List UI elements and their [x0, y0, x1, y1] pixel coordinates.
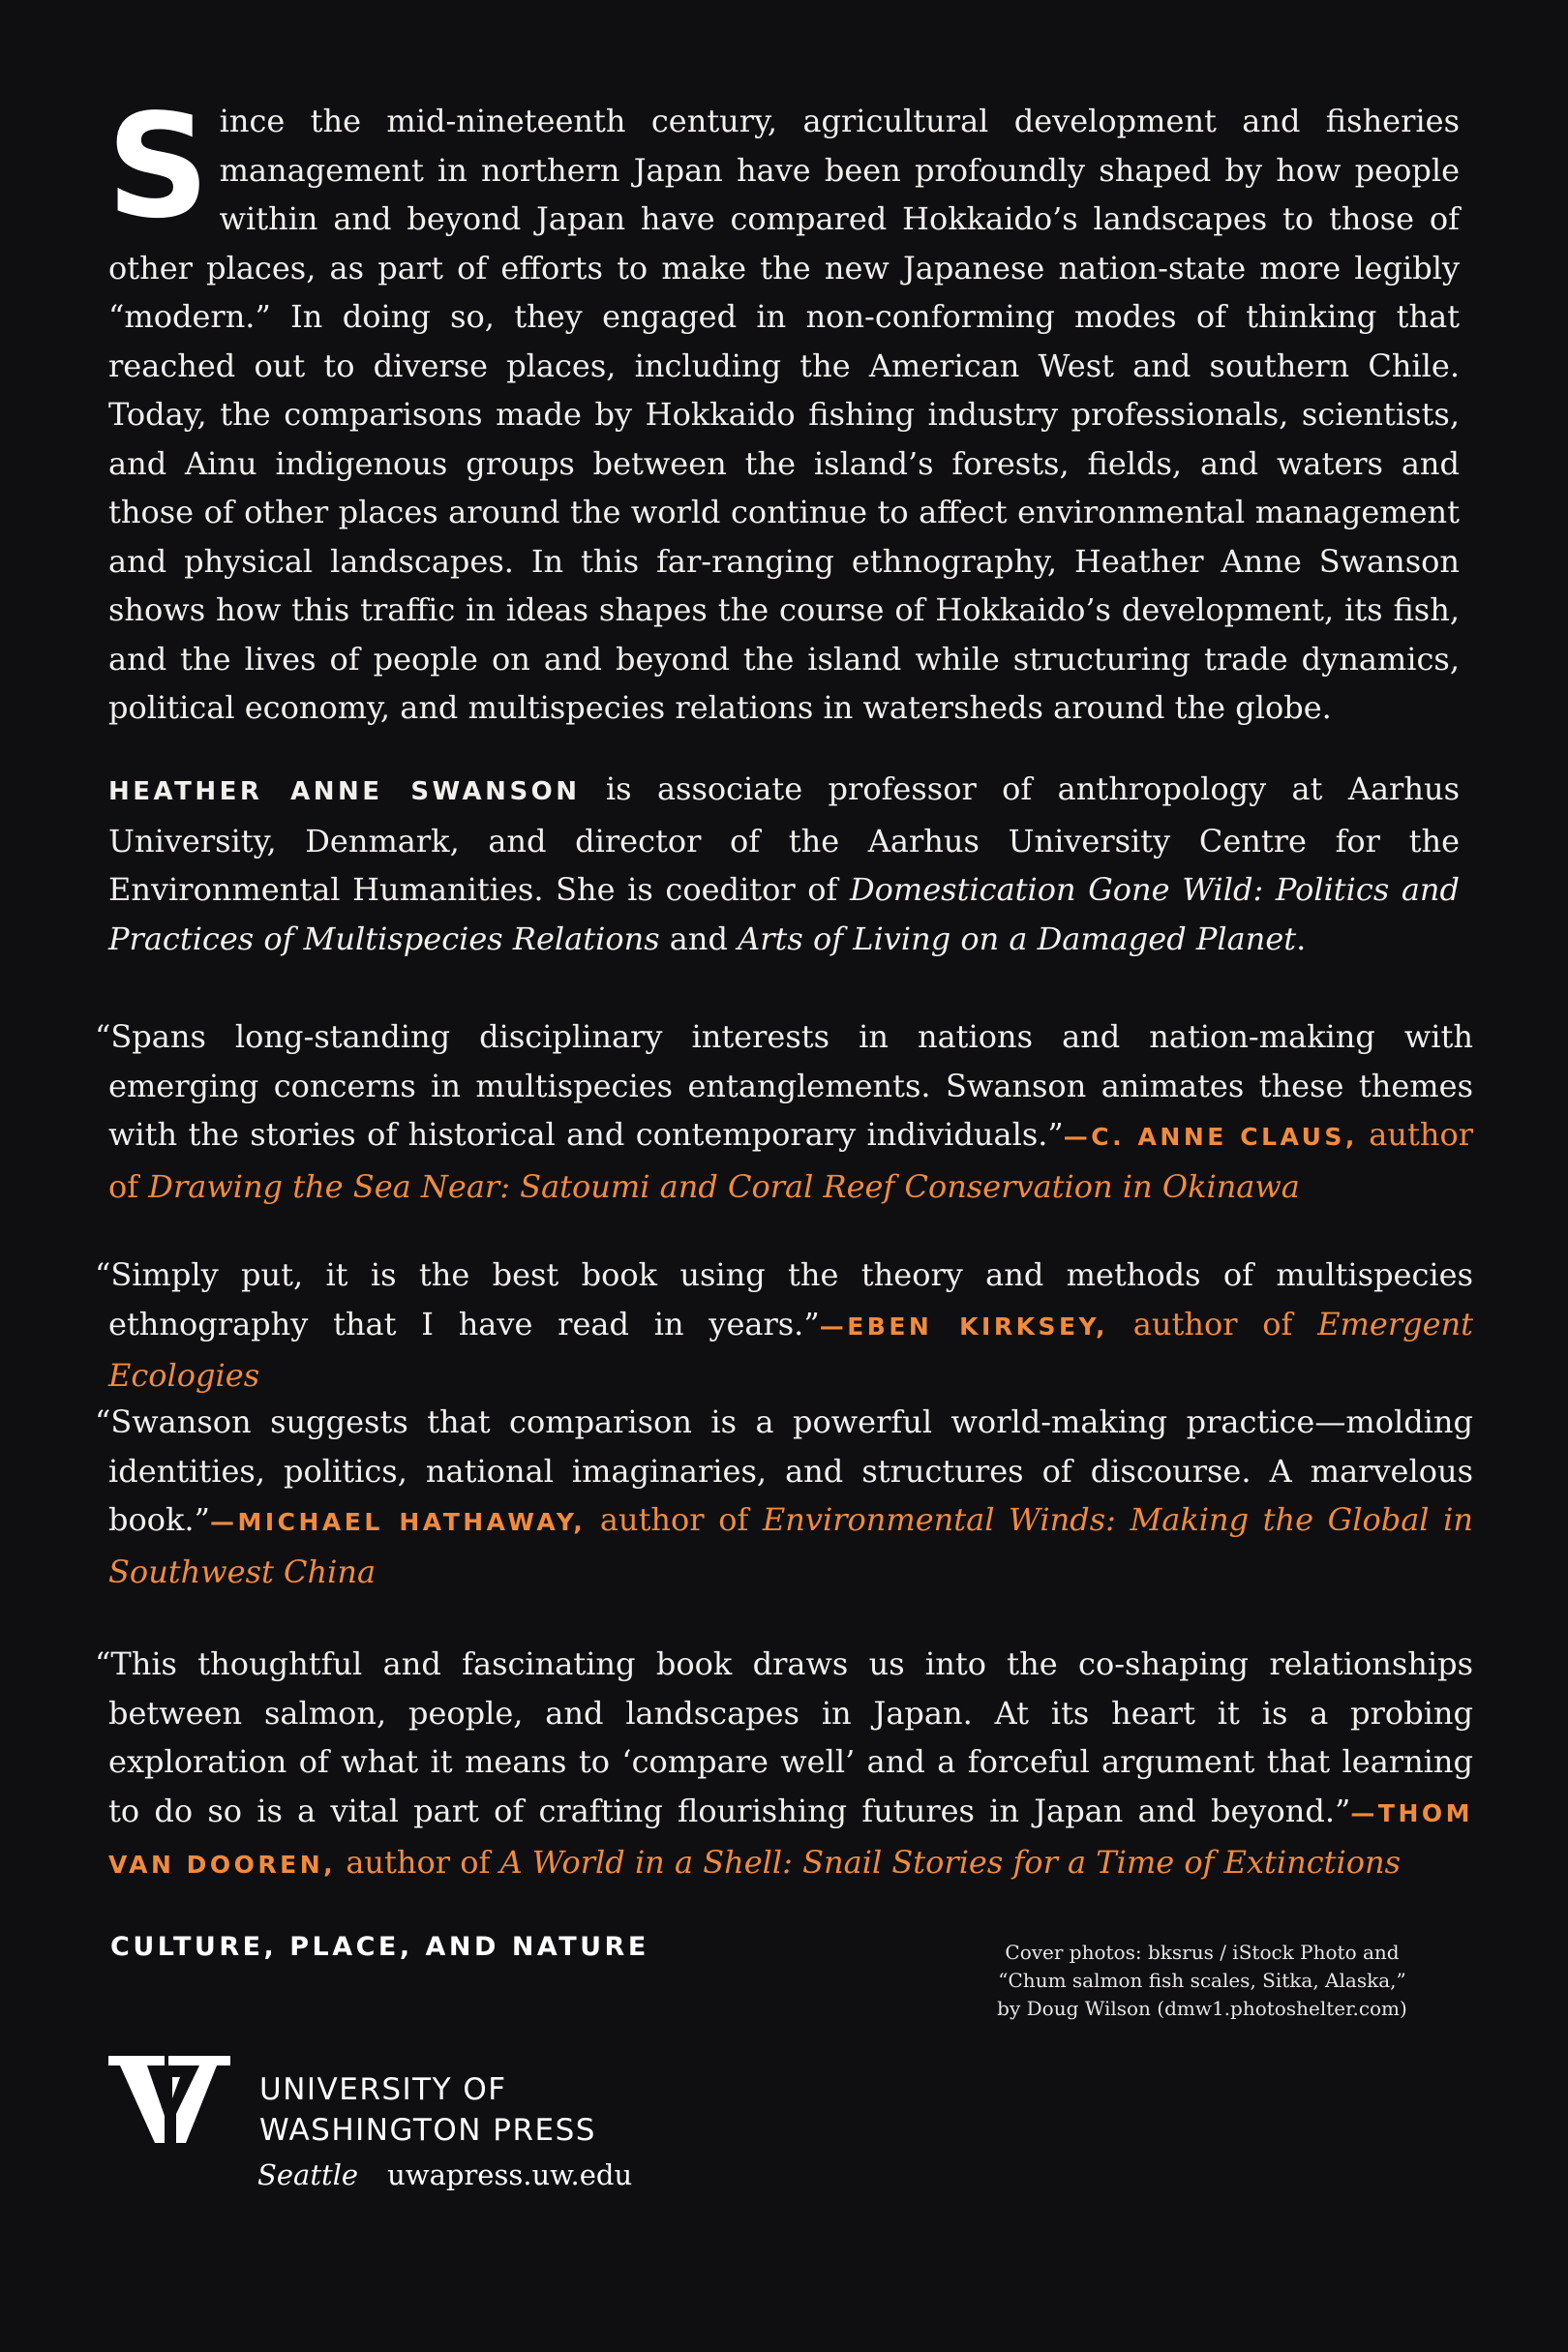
- endorser-book-title: Environmental Winds: Making the Global in Southwest China: [108, 1501, 1473, 1590]
- endorser-name: —EBEN KIRKSEY,: [819, 1312, 1109, 1341]
- credits-line: by Doug Wilson (dmw1.photoshelter.com): [997, 1997, 1407, 2020]
- credits-line: “Chum salmon fish scales, Sitka, Alaska,”: [998, 1969, 1406, 1992]
- photo-credits: [980, 1939, 1425, 2023]
- publisher-line: UNIVERSITY OF: [259, 2072, 507, 2107]
- credits-line: Cover photos: bksrus / iStock Photo and: [1005, 1941, 1400, 1964]
- quote-text: “Swanson suggests that comparison is a powerful world-making practice—molding identities, politics, national imaginaries, and structures of discourse. A marvelous book.”: [95, 1403, 1473, 1538]
- drop-cap: S: [106, 83, 210, 250]
- endorser-book-title: A World in a Shell: Snail Stories for a Time of Extinctions: [499, 1844, 1402, 1881]
- bio-book-title-2: Arts of Living on a Damaged Planet: [738, 920, 1297, 957]
- quote-text: “This thoughtful and fascinating book draws us into the co-shaping relationships between salmon, people, and landscapes in Japan. At its heart it is a probing exploration of what it means to ‘compare well’ and a forceful argument that learning to do so is a vital part of crafting flourishing futures in Japan and beyond.”: [95, 1645, 1473, 1829]
- endorser-name: —THOM VAN DOOREN,: [108, 1798, 1473, 1879]
- publisher-line: WASHINGTON PRESS: [259, 2113, 596, 2148]
- endorser-author-of: author of: [336, 1844, 500, 1881]
- series-name: CULTURE, PLACE, AND NATURE: [110, 1932, 649, 1962]
- publisher-url[interactable]: uwapress.uw.edu: [387, 2158, 633, 2191]
- description-text: ince the mid-nineteenth century, agricultural development and fisheries management in northern Japan have been profoundly shaped by how people within and beyond Japan have compared Hokkaido’s landscapes to those of other places, as part of efforts to make the new Japanese nation-state more legibly “modern.” In doing so, they engaged in non-conforming modes of thinking that reached out to diverse places, including the American West and southern Chile. Today, the comparisons made by Hokkaido fishing industry professionals, scientists, and Ainu indigenous groups between the island’s forests, fields, and waters and those of other places around the world continue to affect environmental management and physical landscapes. In this far-ranging ethnography, Heather Anne Swanson shows how this traffic in ideas shapes the course of Hokkaido’s development, its fish, and the lives of people on and beyond the island while structuring trade dynamics, political economy, and multispecies relations in watersheds around the globe.: [108, 103, 1460, 726]
- endorser-name: —MICHAEL HATHAWAY,: [209, 1508, 587, 1536]
- endorsement-quote: [95, 1398, 1473, 1596]
- endorser-author-of: author of: [586, 1501, 763, 1538]
- endorser-author-of: author of: [108, 1116, 1474, 1205]
- endorser-author-of: author of: [1108, 1305, 1318, 1342]
- endorsement-quote: [95, 1251, 1473, 1401]
- publisher-city: Seattle: [257, 2158, 359, 2191]
- book-description: [106, 83, 1460, 733]
- uw-press-w-logo-icon: [108, 2056, 230, 2143]
- bio-text-1: is associate professor of anthropology at Aarhus University, Denmark, and director of the Aarhus University Centre for the Environmental Humanities. She is coeditor of: [108, 770, 1460, 908]
- bio-text-3: .: [1296, 920, 1307, 957]
- endorsement-quote: [95, 1640, 1473, 1890]
- endorser-book-title: Drawing the Sea Near: Satoumi and Coral Reef Conservation in Okinawa: [148, 1167, 1300, 1205]
- quote-text: “Spans long-standing disciplinary interests in nations and nation-making with emerging concerns in multispecies entanglements. Swanson animates these themes with the stories of historical and contemporary individuals.”: [95, 1018, 1473, 1153]
- quote-text: “Simply put, it is the best book using the theory and methods of multispecies ethnography that I have read in years.”: [95, 1256, 1473, 1342]
- bio-text-2: and: [659, 920, 739, 957]
- endorsement-quote: [95, 1012, 1473, 1211]
- author-name: HEATHER ANNE SWANSON: [108, 777, 581, 806]
- endorser-book-title: Emergent Ecologies: [108, 1305, 1474, 1394]
- publisher-location: [257, 2158, 632, 2191]
- bio-book-title-1: Domestication Gone Wild: Politics and Practices of Multispecies Relations: [108, 871, 1461, 957]
- endorser-name: —C. ANNE CLAUS,: [1063, 1123, 1358, 1151]
- publisher-name: [259, 2069, 596, 2151]
- author-bio: [108, 765, 1460, 963]
